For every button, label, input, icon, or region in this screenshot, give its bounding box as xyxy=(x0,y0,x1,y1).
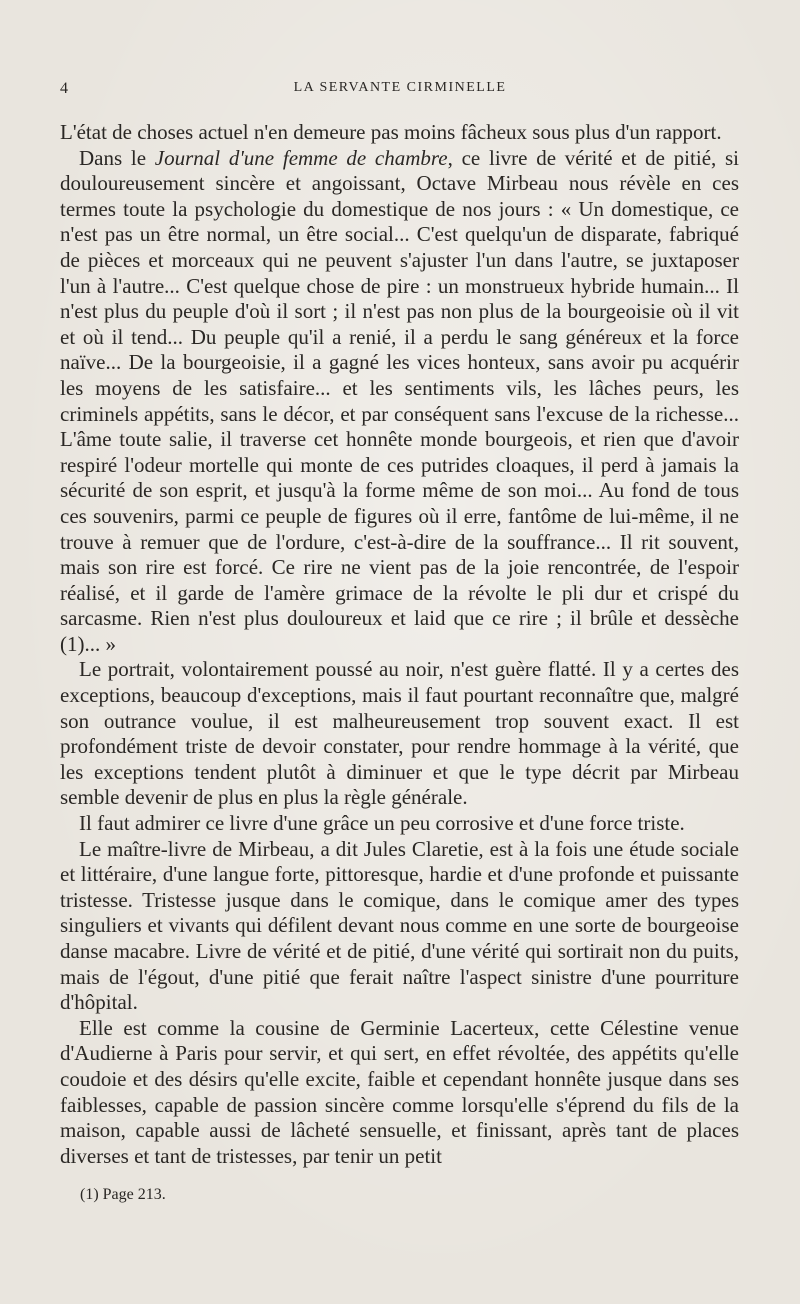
running-title: LA SERVANTE CIRMINELLE xyxy=(293,80,507,95)
paragraph-3 xyxy=(60,657,739,811)
paragraph-6-text: Elle est comme la cousine de Germinie Lacerteux, cette Célestine venue d'Audierne à Paris pour servir, et qui sert, en effet révoltée, des appétits qu'elle coudoie et des désirs qu'elle excite, faible et cependant honnête jusque dans ses faiblesses, capable de passion sincère comme lorsqu'elle s'éprend du fils de la maison, capable aussi de lâcheté sensuelle, et finissant, après tant de places diverses et tant de tristesses, par tenir un petit xyxy=(60,1015,739,1168)
paragraph-1 xyxy=(60,120,739,146)
page-number: 4 xyxy=(60,80,68,97)
paragraph-4 xyxy=(60,811,739,837)
running-head xyxy=(60,80,740,100)
paragraph-3-text: Le portrait, volontairement poussé au noir, n'est guère flatté. Il y a certes des exceptions, beaucoup d'exceptions, mais il faut pourtant reconnaître que, malgré son outrance voulue, il est malheureusement trop souvent exact. Il est profondément triste de devoir constater, pour rendre hommage à la vérité, que les exceptions tendent plutôt à diminuer et que le type décrit par Mirbeau semble devenir de plus en plus la règle générale. xyxy=(60,657,739,810)
paragraph-6 xyxy=(60,1016,739,1170)
paragraph-5 xyxy=(60,837,739,1016)
paragraph-2-before: Dans le xyxy=(79,145,155,170)
paragraph-2 xyxy=(60,146,739,658)
paragraph-2-after: , ce livre de vérité et de pitié, si douloureusement sincère et angoissant, Octave Mirbeau nous révèle en ces termes toute la psychologie du domestique de nos jours : « Un domestique, ce n'est pas un être normal, un être social... C'est quelqu'un de disparate, fabriqué de pièces et morceaux qui ne peuvent s'ajuster l'un dans l'autre, se juxtaposer l'un à l'autre... C'est quelque chose de pire : un monstrueux hybride humain... Il n'est plus du peuple d'où il sort ; il n'est pas non plus de la bourgeoisie où il vit et où il tend... Du peuple qu'il a renié, il a perdu le sang généreux et la force naïve... De la bourgeoisie, il a gagné les vices honteux, sans avoir pu acquérir les moyens de les satisfaire... et les sentiments vils, les lâches peurs, les criminels appétits, sans le décor, et par conséquent sans l'excuse de la richesse... L'âme toute salie, il traverse cet honnête monde bourgeois, et rien que d'avoir respiré l'odeur mortelle qui monte de ces putrides cloaques, il perd à jamais la sécurité de son esprit, et jusqu'à la forme même de son moi... Au fond de tous ces souvenirs, parmi ce peuple de figures où il erre, fantôme de lui-même, il ne trouve à remuer que de l'ordure, c'est-à-dire de la souffrance... Il rit souvent, mais son rire est forcé. Ce rire ne vient pas de la joie rencontrée, de l'espoir réalisé, et il garde de l'amère grimace de la révolte le pli dur et crispé du sarcasme. Rien n'est plus douloureux et laid que ce rire ; il brûle et dessèche (1)... » xyxy=(60,145,739,656)
footnote: (1) Page 213. xyxy=(80,1186,166,1203)
body-text xyxy=(60,120,739,1169)
paragraph-4-text: Il faut admirer ce livre d'une grâce un peu corrosive et d'une force triste. xyxy=(79,811,685,836)
book-title-italic: Journal d'une femme de chambre xyxy=(154,145,448,170)
paragraph-1-text: L'état de choses actuel n'en demeure pas moins fâcheux sous plus d'un rapport. xyxy=(60,120,722,144)
paragraph-5-text: Le maître-livre de Mirbeau, a dit Jules Claretie, est à la fois une étude sociale et littéraire, d'une langue forte, pittoresque, hardie et d'une profonde et puissante tristesse. Tristesse jusque dans le comique, dans le comique amer des types singuliers et vivants qui défilent devant nous comme en une sorte de bourgeoise danse macabre. Livre de vérité et de pitié, d'une vérité qui sortirait non du puits, mais de l'égout, d'une pitié que ferait naître l'aspect sinistre d'une pourriture d'hôpital. xyxy=(60,836,739,1015)
